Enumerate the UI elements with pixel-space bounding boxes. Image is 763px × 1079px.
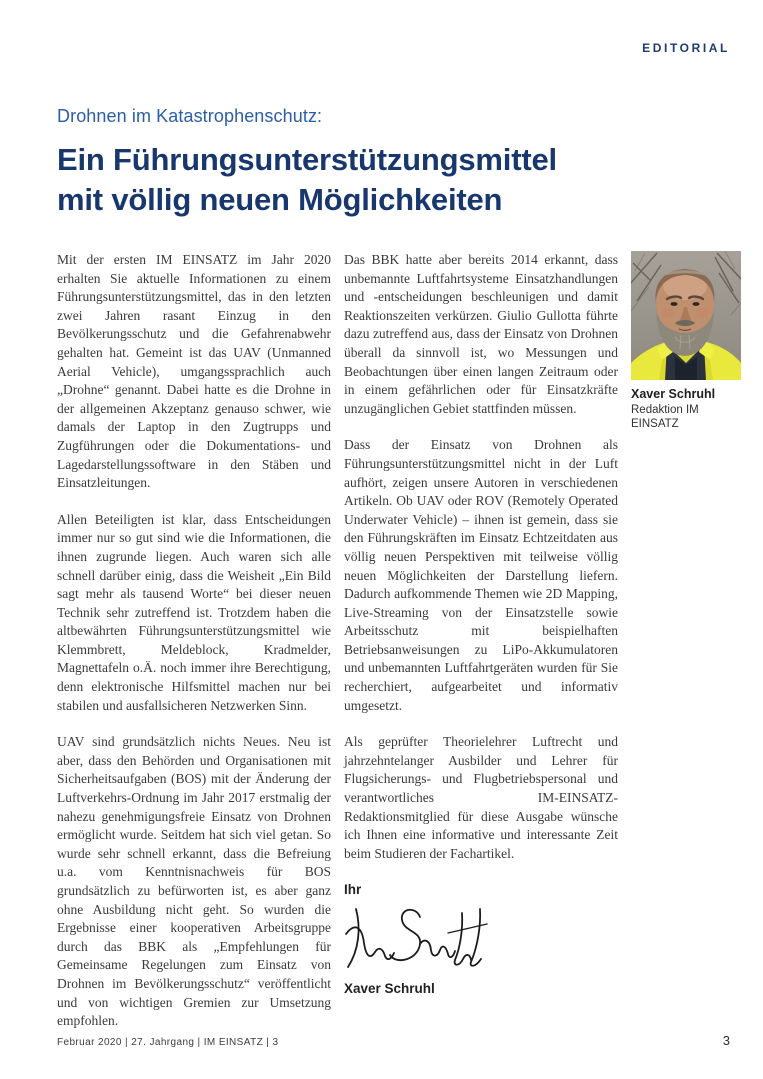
article-body (57, 251, 741, 1049)
kicker: Drohnen im Katastrophenschutz: (57, 106, 323, 126)
portrait-photo-illustration (631, 251, 741, 380)
closing-signature-name: Xaver Schruhl (344, 981, 435, 996)
section-label: EDITORIAL (642, 41, 730, 55)
text-column-1 (57, 251, 331, 1049)
text-column-2 (344, 251, 618, 999)
footer-issue-info: Februar 2020 | 27. Jahrgang | IM EINSATZ | 3 (57, 1037, 279, 1048)
closing-salutation: Ihr (344, 882, 362, 898)
page-number: 3 (722, 1033, 730, 1048)
paragraph: Dass der Einsatz von Drohnen als Führungsunterstützungsmittel nicht in der Luft aufhört, zeigen unsere Autoren in verschiedenen Artikeln. Ob UAV oder ROV (Remotely Operated Underwater Vehicle) – ihnen ist gemein, dass sie den Führungskräften im Einsatz Echtzeitdaten aus völlig neuen Perspektiven mit teilweise völlig neuen Möglichkeiten der Darstellung liefern. Dadurch aufkommende Themen wie 2D Mapping, Live-Streaming von der Einsatzstelle sowie Arbeitsschutz mit beispielhaften Betriebsanweisungen zu LiPo-Akkumulatoren und unbemannten Luftfahrtgeräten wurden für Sie recherchiert, aufgearbeitet und informativ umgesetzt. (344, 437, 618, 713)
photo-caption-role: Redaktion IM EINSATZ (631, 404, 699, 430)
paragraph: Allen Beteiligten ist klar, dass Entscheidungen immer nur so gut sind wie die Informationen, die ihnen zugrunde liegen. Auch waren sich alle schnell darüber einig, dass die Weisheit „Ein Bild sagt mehr als tausend Worte“ bei dieser neuen Technik sehr zutreffend ist. Trotzdem haben die altbewährten Führungsunterstützungsmittel wie Klemmbrett, Meldeblock, Kradmelder, Magnettafeln o.Ä. noch immer ihre Berechtigung, denn elektronische Hilfsmittel machen nur bei stabilen und ausfallsicheren Netzwerken Sinn. (57, 511, 331, 713)
page-title-line2: mit völlig neuen Möglichkeiten (57, 182, 503, 217)
page-title-line1: Ein Führungsunterstützungsmittel (57, 142, 557, 177)
page-title (57, 140, 557, 220)
paragraph: Als geprüfter Theorielehrer Luftrecht und jahrzehntelanger Ausbilder und Lehrer für Flugsicherungs- und Flugbetriebspersonal und verantwortliches IM-EINSATZ-Redaktionsmitglied für diese Ausgabe wünsche ich Ihnen eine informative und interessante Zeit beim Studieren der Fachartikel. (344, 734, 618, 861)
page-footer (57, 1033, 730, 1048)
paragraph: UAV sind grundsätzlich nichts Neues. Neu ist aber, dass den Behörden und Organisationen mit Sicherheitsaufgaben (BOS) mit der Änderung der Luftverkehrs-Ordnung im Jahr 2017 erstmalig der nahezu genehmigungsfreie Einsatz von Drohnen ermöglicht wurde. Seitdem hat sich viel getan. So wurde sehr schnell erkannt, dass die Befreiung u.a. vom Kenntnisnachweis für BOS grundsätzlich zu befürworten ist, es aber ganz ohne Ausbildung nicht geht. So wurden die Ergebnisse einer kooperativen Arbeitsgruppe durch das BBK als „Empfehlungen für Gemeinsame Regelungen zum Einsatz von Drohnen im Bevölkerungsschutz“ veröffentlicht und von wichtigen Gremien zur Umsetzung empfohlen. (57, 734, 331, 1029)
paragraph: Das BBK hatte aber bereits 2014 erkannt, dass unbemannte Luftfahrtsysteme Einsatzhandlungen und -entscheidungen beschleunigen und damit Reaktionszeiten verkürzen. Giulio Gullotta führte dazu zutreffend aus, dass der Einsatz von Drohnen überall da sinnvoll ist, wo Messungen und Beobachtungen über einen langen Zeitraum oder in einem gefährlichen oder für Einsatzkräfte unzugänglichen Gebiet stattfinden müssen. (344, 252, 618, 416)
signature-image (344, 904, 494, 974)
photo-caption-name: Xaver Schruhl (631, 387, 716, 401)
author-rail (631, 251, 741, 431)
author-photo (631, 251, 741, 380)
paragraph: Mit der ersten IM EINSATZ im Jahr 2020 erhalten Sie aktuelle Informationen zu einem Führungsunterstützungsmittel, das in den letzten zwei Jahren rasant Einzug in den Bevölkerungsschutz und die Gefahrenabwehr gehalten hat. Gemeint ist das UAV (Unmanned Aerial Vehicle), umgangssprachlich auch „Drohne“ genannt. Dabei hatte es die Drohne in der allgemeinen Akzeptanz genauso schwer, wie damals der Laptop in den Zugtrupps und Zugführungen oder die Dokumentations- und Lagedarstellungssoftware in den Stäben und Einsatzleitungen. (57, 252, 331, 491)
